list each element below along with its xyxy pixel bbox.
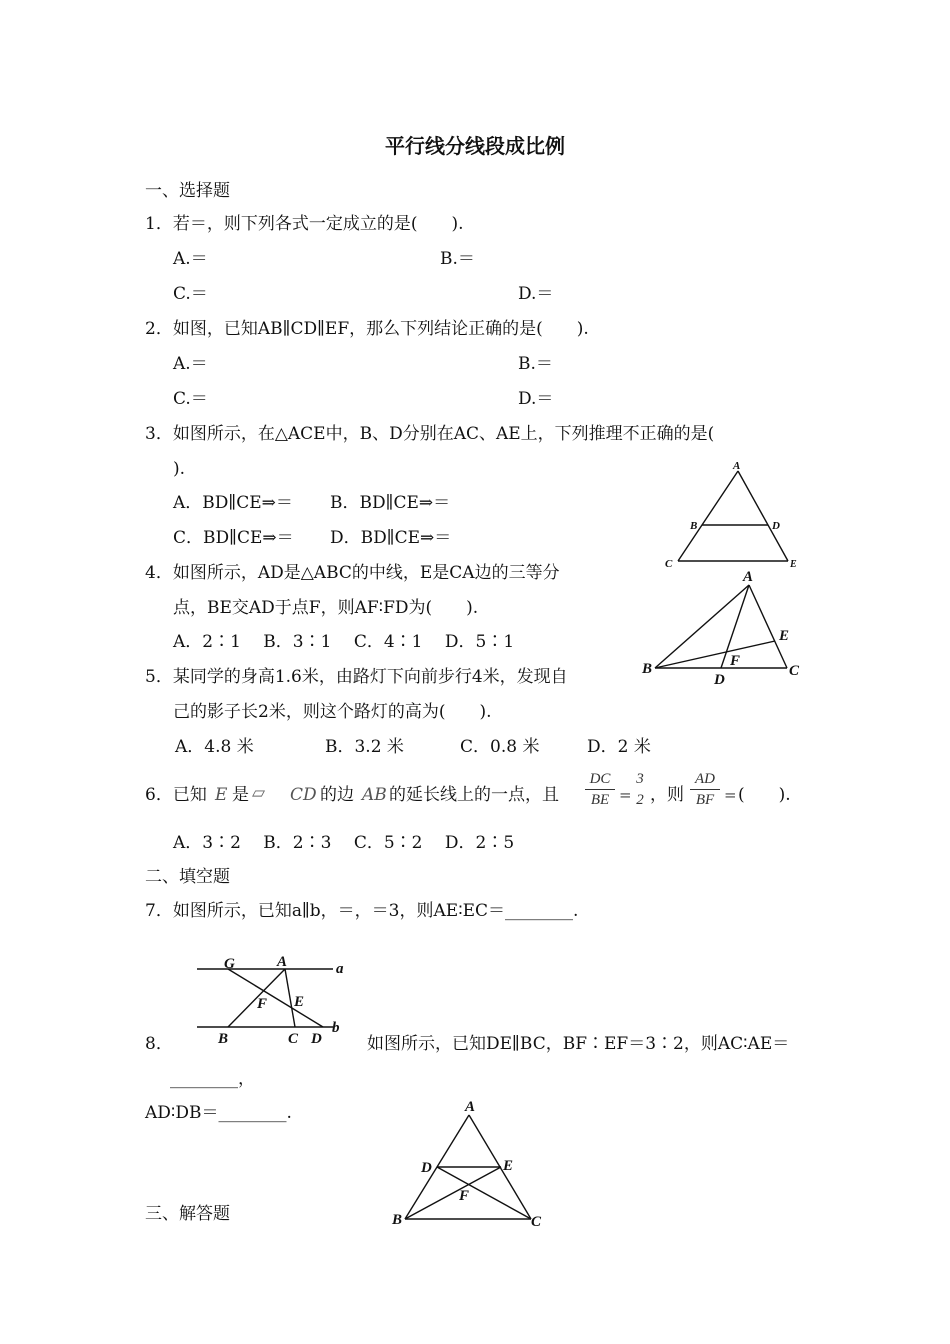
section-heading-choice: 一、选择题 bbox=[145, 181, 230, 201]
q4-stem-line2: 点，BE交AD于点F，则AF∶FD为( ). bbox=[173, 598, 479, 618]
q7-label-b: B bbox=[218, 1031, 229, 1047]
q7-label-a: A bbox=[277, 954, 288, 970]
q7-label-g: G bbox=[224, 956, 235, 972]
q2-option-a: A.＝ bbox=[173, 354, 208, 374]
q7-stem: 7．如图所示，已知a∥b，＝，＝3，则AE∶EC＝________. bbox=[145, 901, 579, 921]
q6-var-ab: AB bbox=[362, 785, 387, 805]
q3-label-d: D bbox=[772, 520, 780, 532]
q8-label-d: D bbox=[421, 1160, 432, 1176]
q1-option-b: B.＝ bbox=[440, 249, 475, 269]
q6-var-e: E bbox=[215, 785, 228, 805]
q6-text-4: 的延长线上的一点，且 bbox=[389, 785, 559, 805]
q4-options: A．2∶1 B．3∶1 C．4∶1 D．5∶1 bbox=[173, 632, 515, 652]
q5-stem-line2: 己的影子长2米，则这个路灯的高为( ). bbox=[173, 702, 492, 722]
q5-stem-line1: 5．某同学的身高1.6米，由路灯下向前步行4米，发现自 bbox=[145, 667, 568, 687]
q3-label-a: A bbox=[733, 460, 741, 472]
q6-frac1-denominator: BE bbox=[590, 792, 610, 808]
q3-option-c: C．BD∥CE⇒＝ bbox=[173, 528, 294, 548]
q3-stem-line1: 3．如图所示，在△ACE中，B、D分别在AC、AE上，下列推理不正确的是( bbox=[145, 424, 715, 444]
q2-option-b: B.＝ bbox=[518, 354, 553, 374]
section-heading-fill: 二、填空题 bbox=[145, 867, 230, 887]
q6-frac2-denominator: BF bbox=[695, 792, 715, 808]
q3-label-e: E bbox=[790, 559, 797, 570]
q6-var-cd: CD bbox=[290, 785, 317, 805]
q8-number: 8． bbox=[145, 1034, 173, 1054]
page-title: 平行线分线段成比例 bbox=[385, 134, 565, 158]
q4-label-f: F bbox=[730, 653, 741, 669]
q6-frac1-rhs-denominator: 2 bbox=[636, 792, 644, 808]
q7-label-e: E bbox=[294, 994, 305, 1010]
q1-option-a: A.＝ bbox=[173, 249, 208, 269]
q8-blank1: ________， bbox=[170, 1069, 255, 1089]
q5-option-a: A．4.8 米 bbox=[175, 737, 254, 757]
q3-triangle-figure bbox=[660, 455, 810, 575]
q8-triangle-figure bbox=[385, 1095, 555, 1235]
q6-frac1-equals: = bbox=[619, 786, 632, 804]
q4-triangle-figure bbox=[640, 565, 815, 690]
q6-fraction-ad-bf bbox=[690, 770, 720, 809]
q3-stem-line2: ). bbox=[173, 459, 186, 479]
parallelogram-icon: ▱ bbox=[252, 783, 266, 803]
q6-frac2-equals: = bbox=[724, 786, 737, 804]
q6-frac1-rhs-numerator: 3 bbox=[636, 771, 644, 787]
q7-parallel-lines-figure bbox=[190, 950, 360, 1050]
q6-frac1-numerator: DC bbox=[589, 771, 611, 787]
q8-label-b: B bbox=[392, 1212, 403, 1228]
q7-label-line-b: b bbox=[332, 1020, 340, 1036]
q6-fraction-dc-be bbox=[585, 770, 615, 809]
q8-line3: AD∶DB＝________. bbox=[145, 1103, 292, 1123]
q3-option-a: A．BD∥CE⇒＝ bbox=[173, 493, 293, 513]
q4-stem-line1: 4．如图所示，AD是△ABC的中线，E是CA边的三等分 bbox=[145, 563, 560, 583]
q8-stem: 如图所示，已知DE∥BC，BF∶EF＝3∶2，则AC∶AE＝ bbox=[367, 1034, 790, 1054]
q3-label-c: C bbox=[665, 558, 673, 570]
q4-label-a: A bbox=[743, 569, 754, 585]
q3-option-d: D．BD∥CE⇒＝ bbox=[330, 528, 452, 548]
q2-option-d: D.＝ bbox=[518, 389, 554, 409]
q5-option-d: D．2 米 bbox=[587, 737, 651, 757]
q7-label-line-a: a bbox=[336, 961, 344, 977]
q2-option-c: C.＝ bbox=[173, 389, 208, 409]
q6-text-2: 是 bbox=[232, 785, 249, 805]
q3-option-b: B．BD∥CE⇒＝ bbox=[330, 493, 451, 513]
q8-label-f: F bbox=[459, 1188, 470, 1204]
q6-text-1: 6．已知 bbox=[145, 785, 207, 805]
q5-option-b: B．3.2 米 bbox=[325, 737, 404, 757]
q1-option-c: C.＝ bbox=[173, 284, 208, 304]
q8-label-c: C bbox=[531, 1214, 542, 1230]
q4-label-e: E bbox=[779, 628, 790, 644]
q7-label-f: F bbox=[257, 996, 268, 1012]
q6-frac2-numerator: AD bbox=[695, 771, 715, 787]
q2-stem: 2．如图，已知AB∥CD∥EF，那么下列结论正确的是( ). bbox=[145, 319, 589, 339]
q8-label-e: E bbox=[503, 1158, 514, 1174]
q1-option-d: D.＝ bbox=[518, 284, 554, 304]
q6-text-3: 的边 bbox=[320, 785, 354, 805]
q6-text-6: ( ). bbox=[738, 785, 791, 805]
q6-text-5: ，则 bbox=[650, 785, 684, 805]
q4-label-c: C bbox=[789, 663, 800, 679]
q1-stem: 1．若＝，则下列各式一定成立的是( ). bbox=[145, 214, 464, 234]
q6-fraction-rhs bbox=[633, 770, 647, 809]
q5-option-c: C．0.8 米 bbox=[460, 737, 540, 757]
q7-label-d: D bbox=[311, 1031, 322, 1047]
q7-label-c: C bbox=[288, 1031, 299, 1047]
q4-label-d: D bbox=[714, 672, 725, 688]
q4-label-b: B bbox=[642, 661, 653, 677]
section-heading-solve: 三、解答题 bbox=[145, 1204, 230, 1224]
q6-options: A．3∶2 B．2∶3 C．5∶2 D．2∶5 bbox=[173, 833, 515, 853]
q3-label-b: B bbox=[690, 520, 698, 532]
q8-label-a: A bbox=[465, 1099, 476, 1115]
